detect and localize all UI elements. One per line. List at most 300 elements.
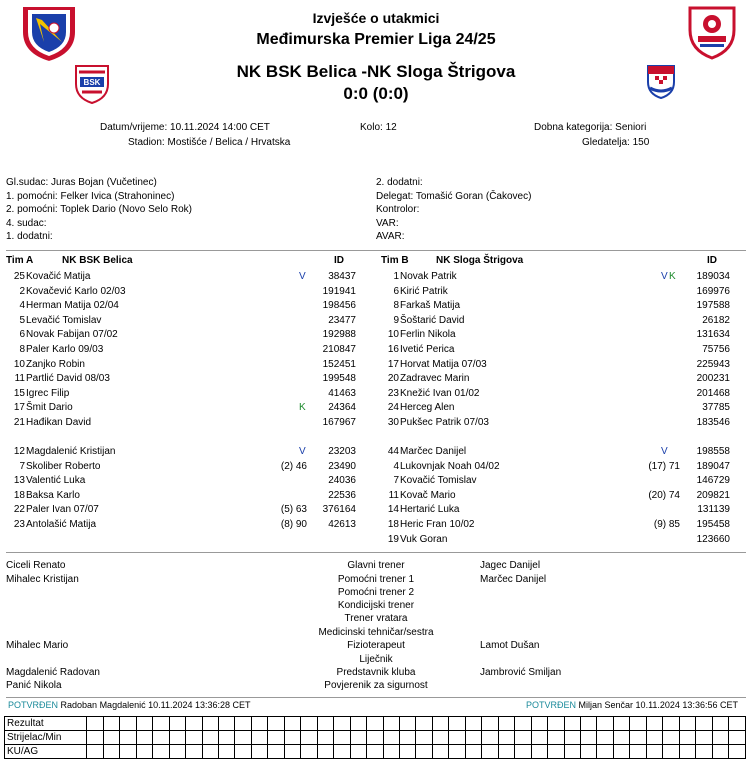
result-cell [268, 717, 284, 731]
player-number: 16 [387, 344, 399, 355]
player-number: 11 [388, 489, 399, 501]
divider [6, 250, 746, 251]
substitution-info [257, 401, 307, 415]
result-cell [613, 745, 629, 759]
staff-role: Trener vratara [344, 613, 408, 624]
staff-role: Povjerenik za sigurnost [324, 680, 428, 691]
substitution-info: (20) 74 [648, 489, 680, 501]
divider [6, 697, 746, 698]
player-id: 37785 [702, 402, 730, 414]
player-name: Novak Patrik [400, 271, 457, 282]
player-number: 8 [393, 300, 399, 312]
result-cell [531, 731, 547, 745]
player-number: 17 [13, 402, 25, 414]
result-cell [202, 731, 218, 745]
result-cell [169, 745, 185, 759]
result-cell [317, 745, 333, 759]
home-confirmation [8, 700, 251, 710]
result-cell [103, 745, 119, 759]
player-number: 44 [387, 446, 399, 457]
substitution-info [630, 401, 680, 415]
datetime-label: Datum/vrijeme: [100, 122, 168, 133]
result-cell [136, 717, 152, 731]
result-cell [186, 745, 202, 759]
result-cell [498, 745, 514, 759]
player-id: 197588 [696, 300, 730, 312]
confirmed-label: POTVRĐEN [526, 700, 577, 710]
player-name: Levačić Tomislav [26, 314, 102, 326]
result-cell [712, 717, 728, 731]
result-row-label: Strijelac/Min [5, 731, 87, 745]
home-staff-name: Mihalec Mario [6, 640, 69, 651]
stadium-label: Stadion: [128, 137, 165, 148]
round-label: Kolo: [360, 122, 383, 133]
result-cell [350, 731, 366, 745]
spectators-value: 150 [632, 137, 650, 148]
player-number: 11 [14, 373, 25, 385]
player-name: Knežić Ivan 01/02 [400, 387, 480, 399]
player-name: Paler Ivan 07/07 [26, 504, 99, 516]
player-name: Kovačević Karlo 02/03 [26, 285, 126, 297]
player-number: 19 [387, 533, 399, 545]
substitution-info [630, 299, 680, 313]
result-cell [268, 731, 284, 745]
player-number: 4 [19, 300, 25, 312]
result-cell [136, 731, 152, 745]
result-cell [432, 745, 448, 759]
captain-mark: V [299, 271, 306, 282]
player-number: 25 [13, 271, 25, 282]
result-cell [696, 731, 712, 745]
player-number: 9 [393, 314, 399, 326]
substitution-info [257, 489, 307, 503]
official-line: AVAR: [376, 231, 405, 242]
result-cell [482, 731, 498, 745]
substitution-info [257, 285, 307, 299]
result-cell [334, 717, 350, 731]
result-cell [630, 731, 646, 745]
player-name: Kovač Mario [400, 489, 456, 501]
team-separator: - [361, 62, 368, 81]
player-name: Paler Karlo 09/03 [26, 344, 104, 355]
result-cell [202, 745, 218, 759]
player-number: 24 [387, 402, 399, 414]
result-cell [334, 745, 350, 759]
result-table-row [5, 731, 746, 745]
captain-mark: V [661, 271, 668, 282]
away-staff-name: Jagec Danijel [480, 560, 541, 571]
player-number: 10 [387, 329, 399, 341]
result-cell [87, 731, 103, 745]
away-staff-name: Marčec Danijel [480, 574, 547, 585]
player-number: 23 [13, 519, 25, 530]
result-cell [597, 717, 613, 731]
staff-role: Liječnik [359, 654, 393, 665]
player-id: 189034 [696, 271, 730, 282]
substitution-info [630, 270, 680, 284]
staff-role: Predstavnik kluba [336, 667, 416, 678]
player-id: 192988 [322, 329, 356, 341]
player-name: Novak Fabijan 07/02 [26, 329, 118, 341]
player-id: 376164 [322, 504, 356, 516]
substitution-info: (17) 71 [648, 460, 680, 472]
result-cell [399, 731, 415, 745]
result-cell [367, 745, 383, 759]
substitution-info [630, 474, 680, 488]
result-cell [646, 731, 662, 745]
result-cell [235, 731, 251, 745]
result-cell [597, 731, 613, 745]
substitution-info [257, 314, 307, 328]
player-number: 7 [393, 475, 399, 487]
player-id: 183546 [696, 417, 730, 428]
result-cell [696, 717, 712, 731]
away-confirmation [526, 700, 738, 710]
official-line: Gl.sudac: Juras Bojan (Vučetinec) [6, 177, 157, 188]
result-cell [564, 745, 580, 759]
player-number: 20 [387, 373, 399, 385]
result-cell [613, 717, 629, 731]
player-number: 8 [19, 344, 25, 355]
result-cell [284, 745, 300, 759]
match-title [0, 62, 752, 82]
substitution-info [630, 358, 680, 372]
substitution-info: (9) 85 [653, 519, 680, 530]
player-name: Zadravec Marin [400, 373, 470, 385]
report-title: Izvješće o utakmici [312, 10, 440, 26]
player-number: 23 [387, 387, 399, 399]
away-staff-name: Lamot Dušan [480, 640, 540, 651]
team-a-label: Tim A [6, 255, 34, 266]
captain-mark: V [661, 446, 668, 457]
keeper-mark: K [669, 271, 676, 282]
player-id: 225943 [696, 358, 730, 370]
substitution-info [630, 503, 680, 517]
player-number: 6 [393, 285, 399, 297]
result-cell [169, 717, 185, 731]
result-cell [482, 717, 498, 731]
player-name: Magdalenić Kristijan [26, 446, 116, 457]
result-cell [564, 717, 580, 731]
result-cell [219, 745, 235, 759]
result-cell [416, 717, 432, 731]
substitution-info [630, 416, 680, 430]
team-b-name: NK Sloga Štrigova [436, 255, 524, 266]
official-line: 2. pomoćni: Toplek Dario (Novo Selo Rok) [6, 204, 193, 215]
result-cell [580, 731, 596, 745]
result-cell [103, 717, 119, 731]
result-cell [729, 731, 746, 745]
substitution-info [630, 387, 680, 401]
player-name: Lukovnjak Noah 04/02 [400, 460, 500, 472]
player-name: Herceg Alen [400, 402, 455, 414]
player-name: Zanjko Robin [26, 358, 85, 370]
result-cell [87, 717, 103, 731]
confirmed-label: POTVRĐEN [8, 700, 59, 710]
result-cell [383, 745, 399, 759]
substitution-info [257, 372, 307, 386]
result-cell [449, 731, 465, 745]
player-number: 14 [387, 504, 399, 516]
result-cell [646, 745, 662, 759]
official-line: 4. sudac: [6, 217, 47, 229]
result-cell [515, 745, 531, 759]
player-id: 24364 [328, 402, 356, 414]
player-id: 198456 [322, 300, 356, 312]
player-id: 41463 [328, 387, 356, 399]
substitution-info [630, 328, 680, 342]
round-value: 12 [385, 122, 397, 133]
official-line: VAR: [376, 217, 399, 229]
player-number: 7 [19, 460, 25, 472]
player-id: 199548 [322, 373, 356, 385]
result-cell [531, 745, 547, 759]
result-cell [630, 745, 646, 759]
result-cell [383, 731, 399, 745]
result-cell [219, 717, 235, 731]
player-id: 167967 [322, 417, 356, 428]
player-id: 131634 [696, 329, 730, 341]
result-table-row [5, 745, 746, 759]
age-value: Seniori [615, 122, 647, 133]
result-cell [696, 745, 712, 759]
result-cell [367, 731, 383, 745]
player-id: 209821 [696, 489, 730, 501]
staff-role: Pomoćni trener 1 [337, 574, 415, 585]
player-name: Baksa Karlo [26, 489, 80, 501]
team-b-label: Tim B [381, 255, 409, 266]
player-id: 26182 [702, 314, 730, 326]
player-id: 123660 [696, 533, 730, 545]
home-staff-name: Mihalec Kristijan [6, 574, 79, 585]
player-id: 24036 [328, 475, 356, 487]
substitution-info [257, 416, 307, 430]
substitution-info [630, 285, 680, 299]
result-cell [367, 717, 383, 731]
away-team-name: NK Sloga Štrigova [367, 62, 516, 81]
result-cell [317, 731, 333, 745]
result-cell [465, 745, 481, 759]
team-a-id-header: ID [334, 255, 344, 266]
player-id: 191941 [322, 285, 356, 297]
match-score: 0:0 (0:0) [343, 84, 409, 103]
captain-mark: V [299, 446, 306, 457]
captain-mark: K [299, 402, 306, 414]
result-cell [712, 731, 728, 745]
result-cell [432, 717, 448, 731]
stadium-value: Mostišće / Belica / Hrvatska [167, 137, 291, 148]
player-number: 22 [13, 504, 25, 516]
player-number: 6 [19, 329, 25, 341]
substitution-info: (8) 90 [280, 519, 307, 530]
result-cell [251, 731, 267, 745]
result-cell [580, 717, 596, 731]
substitution-info [257, 343, 307, 357]
player-number: 30 [387, 417, 399, 428]
player-name: Heric Fran 10/02 [400, 519, 475, 530]
result-cell [548, 717, 564, 731]
result-cell [580, 745, 596, 759]
player-id: 152451 [322, 358, 356, 370]
team-b-id-header: ID [707, 255, 717, 266]
official-line: 1. pomoćni: Felker Ivica (Strahoninec) [6, 190, 175, 202]
official-line: 2. dodatni: [376, 177, 423, 188]
datetime-info [100, 122, 270, 133]
home-staff-name: Ciceli Renato [6, 560, 66, 571]
divider [6, 552, 746, 553]
player-name: Partlić David 08/03 [26, 373, 110, 385]
staff-role: Pomoćni trener 2 [337, 587, 415, 598]
substitution-info [630, 372, 680, 386]
player-id: 146729 [696, 475, 730, 487]
substitution-info [257, 328, 307, 342]
result-cell [465, 717, 481, 731]
result-cell [317, 717, 333, 731]
result-cell [284, 717, 300, 731]
result-cell [564, 731, 580, 745]
substitution-info [257, 474, 307, 488]
player-name: Vuk Goran [400, 533, 448, 545]
officials-left [6, 176, 192, 244]
staff-role: Fizioterapeut [347, 640, 405, 651]
result-cell [679, 731, 695, 745]
away-staff-name: Jambrović Smiljan [480, 667, 562, 678]
player-name: Farkaš Matija [400, 300, 461, 312]
spectators-info [582, 137, 649, 148]
round-info [360, 122, 397, 133]
spectators-label: Gledatelja: [582, 137, 630, 148]
player-id: 23477 [328, 314, 356, 326]
datetime-value: 10.11.2024 14:00 CET [170, 122, 270, 133]
substitution-info [630, 314, 680, 328]
result-cell [399, 717, 415, 731]
player-id: 42613 [328, 519, 356, 530]
result-cell [663, 745, 679, 759]
substitution-info: (5) 63 [280, 504, 307, 516]
result-cell [120, 731, 136, 745]
player-name: Kovačić Tomislav [400, 475, 477, 487]
svg-text:BSK: BSK [83, 78, 101, 87]
player-number: 21 [13, 417, 25, 428]
result-cell [120, 717, 136, 731]
home-staff-name: Panić Nikola [6, 680, 62, 691]
result-cell [416, 731, 432, 745]
result-cell [597, 745, 613, 759]
result-cell [416, 745, 432, 759]
result-cell [679, 745, 695, 759]
result-cell [301, 731, 317, 745]
player-name: Kirić Patrik [400, 285, 448, 297]
player-number: 12 [13, 446, 25, 457]
home-team-name: NK BSK Belica [236, 62, 357, 81]
substitution-info [257, 270, 307, 284]
result-cell [268, 745, 284, 759]
player-id: 200231 [696, 373, 730, 385]
result-cell [251, 745, 267, 759]
age-label: Dobna kategorija: [534, 122, 613, 133]
official-line: Kontrolor: [376, 204, 420, 215]
result-row-label: Rezultat [5, 717, 87, 731]
player-name: Hađikan David [26, 417, 92, 428]
player-id: 198558 [696, 446, 730, 457]
player-id: 23203 [328, 446, 356, 457]
player-id: 75756 [702, 344, 730, 355]
player-id: 38437 [328, 271, 356, 282]
player-id: 22536 [328, 489, 356, 501]
substitution-info [630, 445, 680, 459]
substitution-info [257, 299, 307, 313]
result-cell [235, 745, 251, 759]
player-name: Ferlin Nikola [400, 329, 456, 341]
player-name: Šmit Dario [26, 402, 73, 414]
result-cell [153, 717, 169, 731]
result-cell [186, 717, 202, 731]
result-cell [350, 745, 366, 759]
substitution-info [257, 358, 307, 372]
result-cell [515, 717, 531, 731]
result-cell [87, 745, 103, 759]
result-cell [729, 717, 746, 731]
result-table [4, 716, 746, 759]
player-number: 2 [19, 285, 25, 297]
substitution-info [630, 343, 680, 357]
player-name: Antolašić Matija [26, 519, 97, 530]
player-name: Pukšec Patrik 07/03 [400, 417, 489, 428]
player-name: Horvat Matija 07/03 [400, 358, 487, 370]
away-confirmation-text: Miljan Senčar 10.11.2024 13:36:56 CET [578, 700, 738, 710]
player-id: 131139 [697, 504, 730, 516]
result-cell [186, 731, 202, 745]
player-number: 18 [13, 489, 25, 501]
result-cell [202, 717, 218, 731]
substitution-info [257, 445, 307, 459]
home-confirmation-text: Radoban Magdalenić 10.11.2024 13:36:28 CET [60, 700, 251, 710]
player-name: Šoštarić David [400, 314, 465, 326]
result-cell [630, 717, 646, 731]
result-cell [465, 731, 481, 745]
result-cell [679, 717, 695, 731]
player-id: 23490 [328, 460, 356, 472]
result-cell [301, 745, 317, 759]
result-cell [548, 745, 564, 759]
result-cell [498, 717, 514, 731]
result-cell [729, 745, 746, 759]
substitution-info [630, 533, 680, 547]
player-number: 1 [393, 271, 399, 282]
result-table-row [5, 717, 746, 731]
result-cell [646, 717, 662, 731]
result-cell [153, 745, 169, 759]
player-number: 5 [19, 314, 25, 326]
player-name: Hertarić Luka [400, 504, 460, 516]
result-cell [712, 745, 728, 759]
player-number: 4 [393, 460, 399, 472]
result-cell [613, 731, 629, 745]
result-cell [663, 731, 679, 745]
result-cell [399, 745, 415, 759]
official-line: Delegat: Tomašić Goran (Čakovec) [376, 190, 532, 202]
player-id: 201468 [696, 387, 730, 399]
result-cell [663, 717, 679, 731]
result-cell [432, 731, 448, 745]
result-cell [301, 717, 317, 731]
player-name: Marčec Danijel [400, 446, 467, 457]
result-cell [251, 717, 267, 731]
player-name: Valentić Luka [26, 475, 86, 487]
player-number: 17 [387, 358, 399, 370]
result-cell [449, 717, 465, 731]
player-id: 189047 [696, 460, 730, 472]
